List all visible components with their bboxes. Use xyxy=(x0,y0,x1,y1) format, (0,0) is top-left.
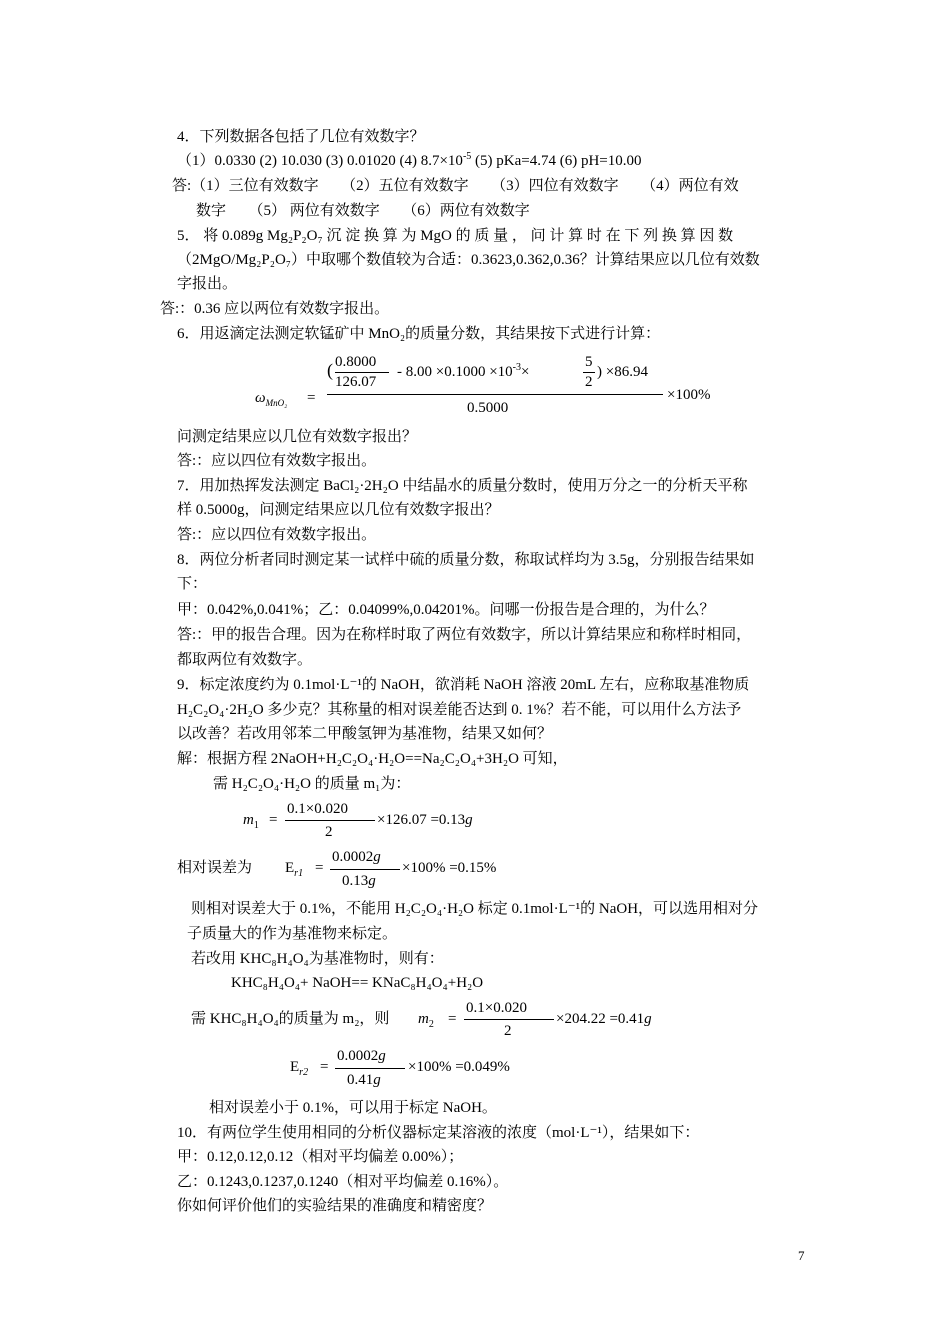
q10-line3: 乙：0.1243,0.1237,0.1240（相对平均偏差 0.16%）。 xyxy=(177,1174,509,1190)
q10-line2: 甲：0.12,0.12,0.12（相对平均偏差 0.00%）； xyxy=(177,1149,464,1165)
q6-b-bar xyxy=(583,372,595,373)
m1-bar xyxy=(285,820,375,821)
q5-line2: （2MgO/Mg₂P₂O₇）中取哪个数值较为合适：0.3623,0.362,0.36？计算结果应以几位有效数 xyxy=(177,252,760,268)
q6-a-den: 126.07 xyxy=(335,374,377,390)
er1-lhs xyxy=(285,858,303,878)
q8-answer-line1: 答:：甲的报告合理。因为在称样时取了两位有效数字，所以计算结果应和称样时相同， xyxy=(177,627,752,643)
q6-den: 0.5000 xyxy=(467,400,509,416)
q6-omega-sub: MnO₂ xyxy=(265,398,288,408)
m2-sub: 2 xyxy=(428,1019,434,1030)
m1-eq: = xyxy=(269,812,278,828)
er1-num xyxy=(332,847,381,867)
q4-title: 4．下列数据各包括了几位有效数字？ xyxy=(177,129,425,145)
q5-answer: 答:：0.36 应以两位有效数字报出。 xyxy=(160,301,390,317)
q9-rel-label: 相对误差为 xyxy=(177,860,253,876)
q6-omega-symbol: ω xyxy=(255,390,266,406)
er2-den xyxy=(347,1070,381,1090)
q6-mid-text: - 8.00 ×0.1000 ×10 xyxy=(397,364,513,380)
q8-line3: 甲：0.042%,0.041%；乙：0.04099%,0.04201%。问哪一份报告是合理的，为什么？ xyxy=(177,602,715,618)
q4-answer-line2: 数字 （5） 两位有效数字 （6）两位有效数字 xyxy=(196,203,530,219)
q6-equals: = xyxy=(307,390,316,406)
er2-symbol: E xyxy=(290,1059,300,1075)
q6-omega xyxy=(255,388,287,408)
m2-rest xyxy=(556,1009,652,1029)
q9-reaction: KHC₈H₄O₄+ NaOH== KNaC₈H₄O₄+H₂O xyxy=(231,975,484,991)
m1-den: 2 xyxy=(325,824,333,840)
q5-line1: 5． 将 0.089g Mg₂P₂O₇ 沉 淀 换 算 为 MgO 的 质 量 ， 问 计 算 时 在 下 列 换 算 因 数 xyxy=(177,228,734,244)
er2-den-text: 0.41 xyxy=(347,1072,374,1088)
m2-lhs xyxy=(418,1009,434,1029)
q7-line2: 样 0.5000g，问测定结果应以几位有效数字报出？ xyxy=(177,502,500,518)
m2-unit: g xyxy=(644,1011,652,1027)
q8-line2: 下： xyxy=(177,576,208,592)
er1-eq: = xyxy=(315,860,324,876)
m2-eq: = xyxy=(448,1011,457,1027)
q9-line1: 9．标定浓度约为 0.1mol·L⁻¹的 NaOH，欲消耗 NaOH 溶液 20mL 左右，应称取基准物质 xyxy=(177,677,750,693)
er1-den-unit: g xyxy=(368,873,376,889)
q9-line3: 以改善？若改用邻苯二甲酸氢钾为基准物，结果又如何？ xyxy=(177,726,553,742)
q4-answer-line1: 答:（1）三位有效数字 （2）五位有效数字 （3）四位有效数字 （4）两位有效 xyxy=(172,178,739,194)
q7-answer: 答:：应以四位有效数字报出。 xyxy=(177,527,377,543)
er2-sub: r2 xyxy=(299,1067,309,1078)
er1-sub: r1 xyxy=(294,868,304,879)
er2-num xyxy=(337,1046,386,1066)
q6-b-num: 5 xyxy=(585,354,593,370)
q6-pct: ×100% xyxy=(667,387,711,403)
q9-conclusion-line3: 若改用 KHC₈H₄O₄为基准物时，则有： xyxy=(191,951,444,967)
m2-bar xyxy=(464,1019,554,1020)
q6-mid xyxy=(397,362,529,382)
q7-line1: 7．用加热挥发法测定 BaCl₂·2H₂O 中结晶水的质量分数时，使用万分之一的分析天平称 xyxy=(177,478,748,494)
er2-rest: ×100% =0.049% xyxy=(408,1059,510,1075)
q9-conclusion-line5: 需 KHC₈H₄O₄的质量为 m₂，则 xyxy=(191,1011,390,1027)
q9-formula-m1 xyxy=(243,797,543,845)
q9-solution-line2: 需 H₂C₂O₄·H₂O 的质量 m₁为： xyxy=(213,776,411,792)
m1-symbol: m xyxy=(243,812,254,828)
er2-eq: = xyxy=(320,1059,329,1075)
m1-rest xyxy=(377,810,473,830)
q4-items xyxy=(177,151,642,171)
er1-symbol: E xyxy=(285,860,295,876)
q9-solution-line1: 解：根据方程 2NaOH+H₂C₂O₄·H₂O==Na₂C₂O₄+3H₂O 可知， xyxy=(177,751,568,767)
m1-sub: 1 xyxy=(253,820,259,831)
q6-tail: ) ×86.94 xyxy=(597,364,648,380)
q6-formula xyxy=(255,350,735,422)
er1-rest: ×100% =0.15% xyxy=(402,860,497,876)
q6-title: 6．用返滴定法测定软锰矿中 MnO₂的质量分数，其结果按下式进行计算： xyxy=(177,326,661,342)
m2-den: 2 xyxy=(504,1023,512,1039)
er2-den-unit: g xyxy=(373,1072,381,1088)
q9-conclusion-line6: 相对误差小于 0.1%，可以用于标定 NaOH。 xyxy=(209,1100,497,1116)
m1-unit: g xyxy=(465,812,473,828)
q10-line1: 10．有两位学生使用相同的分析仪器标定某溶液的浓度（mol·L⁻¹），结果如下： xyxy=(177,1125,700,1141)
q4-items-exp: -5 xyxy=(462,151,472,162)
q10-line4: 你如何评价他们的实验结果的准确度和精密度？ xyxy=(177,1198,493,1214)
m2-symbol: m xyxy=(418,1011,429,1027)
q9-formula-er2 xyxy=(290,1044,590,1092)
page-number: 7 xyxy=(798,1248,805,1263)
m2-num: 0.1×0.020 xyxy=(466,1000,527,1016)
er1-den-text: 0.13 xyxy=(342,873,369,889)
m1-lhs xyxy=(243,810,259,830)
er1-den xyxy=(342,871,376,891)
q6-a-num: 0.8000 xyxy=(335,354,377,370)
q6-b-den: 2 xyxy=(585,374,593,390)
er2-num-text: 0.0002 xyxy=(337,1048,379,1064)
er1-num-text: 0.0002 xyxy=(332,849,374,865)
q8-answer-line2: 都取两位有效数字。 xyxy=(177,652,313,668)
q9-formula-m2 xyxy=(418,996,718,1044)
m1-num: 0.1×0.020 xyxy=(287,801,348,817)
q5-line3: 字报出。 xyxy=(177,276,238,292)
er2-num-unit: g xyxy=(378,1048,386,1064)
q9-conclusion-line1: 则相对误差大于 0.1%，不能用 H₂C₂O₄·H₂O 标定 0.1mol·L⁻¹的 NaOH，可以选用相对分 xyxy=(191,901,759,917)
m2-rest-text: ×204.22 =0.41 xyxy=(556,1011,645,1027)
er1-bar xyxy=(330,869,400,870)
q6-answer: 答:：应以四位有效数字报出。 xyxy=(177,453,377,469)
q6-mid-exp: -3 xyxy=(512,362,522,373)
q6-open-paren: ( xyxy=(327,360,333,380)
q9-conclusion-line2: 子质量大的作为基准物来标定。 xyxy=(187,926,398,942)
q6-times: × xyxy=(521,364,530,380)
q4-items-b: (5) pKa=4.74 (6) pH=10.00 xyxy=(471,153,642,169)
q9-line2: H₂C₂O₄·2H₂O 多少克？其称量的相对误差能否达到 0. 1%？若不能，可以用什么方法予 xyxy=(177,702,742,718)
q8-line1: 8．两位分析者同时测定某一试样中硫的质量分数，称取试样均为 3.5g，分别报告结果如 xyxy=(177,552,755,568)
q9-formula-er1 xyxy=(285,846,585,894)
er2-bar xyxy=(335,1068,405,1069)
q6-a-bar xyxy=(335,372,389,373)
q6-main-bar xyxy=(327,394,663,395)
er1-num-unit: g xyxy=(373,849,381,865)
q4-items-a: （1）0.0330 (2) 10.030 (3) 0.01020 (4) 8.7×10 xyxy=(177,153,463,169)
m1-rest-text: ×126.07 =0.13 xyxy=(377,812,466,828)
er2-lhs xyxy=(290,1057,308,1077)
q6-question: 问测定结果应以几位有效数字报出？ xyxy=(177,429,418,445)
